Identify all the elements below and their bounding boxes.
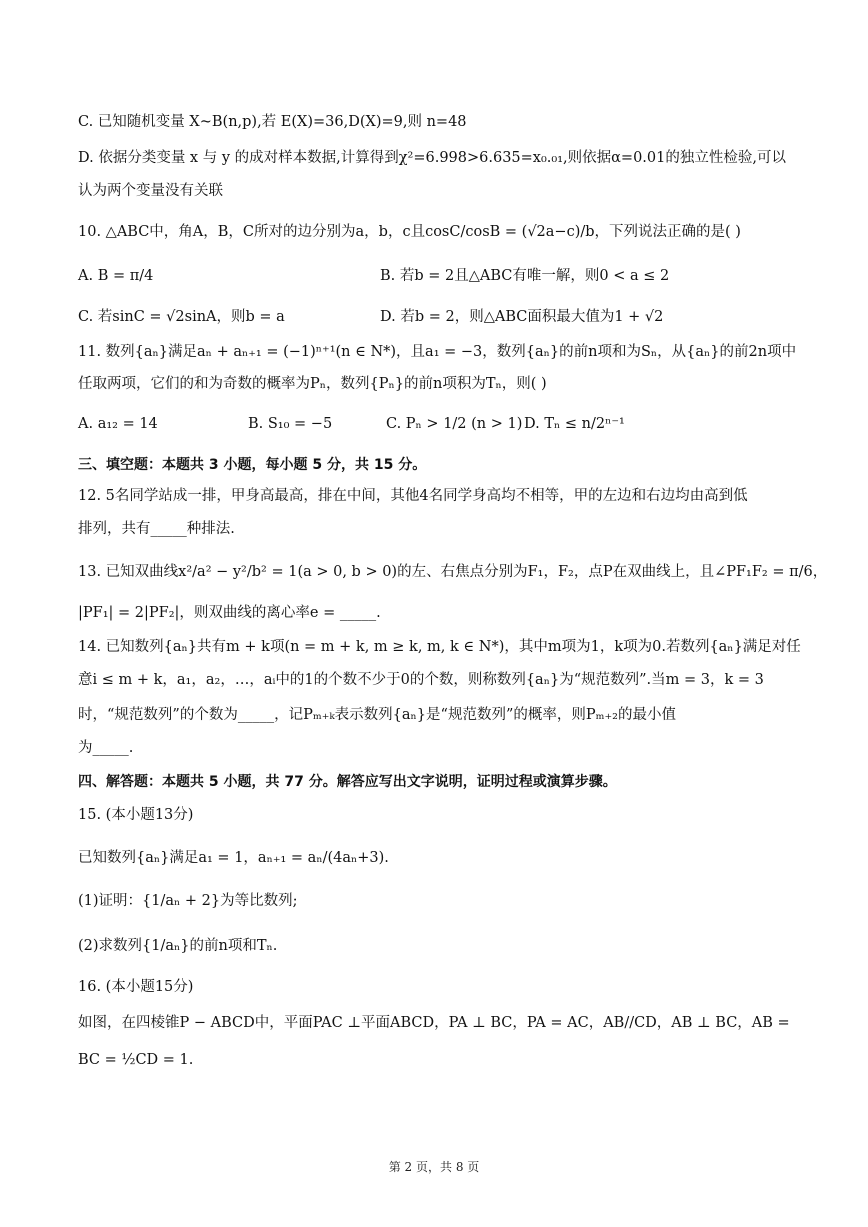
question-14: 14. 已知数列{aₙ}共有m + k项(n = m + k, m ≥ k, m, k ∈ N*)，其中m项为1，k项为0.若数列{aₙ}满足对任 xyxy=(78,639,801,655)
q10-option-a: A. B = π/4 xyxy=(78,268,154,284)
question-12: 12. 5名同学站成一排，甲身高最高，排在中间，其他4名同学身高均不相等，甲的左边和右边均由高到低 xyxy=(78,488,748,504)
page-footer: 第 2 页，共 8 页 xyxy=(388,1160,480,1174)
question-14-line-3: 时，“规范数列”的个数为_____，记Pₘ₊ₖ表示数列{aₙ}是“规范数列”的概率，则Pₘ₊₂的最小值 xyxy=(78,707,676,723)
question-14-line-4: 为_____. xyxy=(78,740,134,756)
section-4-heading: 四、解答题：本题共 5 小题，共 77 分。解答应写出文字说明，证明过程或演算步骤。 xyxy=(78,774,617,790)
option-d-line: D. 依据分类变量 x 与 y 的成对样本数据,计算得到χ²=6.998>6.635=x₀.₀₁,则依据α=0.01的独立性检验,可以 xyxy=(78,150,786,166)
question-15-part-2: (2)求数列{1/aₙ}的前n项和Tₙ. xyxy=(78,938,278,954)
q11-option-d: D. Tₙ ≤ n/2ⁿ⁻¹ xyxy=(524,416,625,432)
q10-option-d: D. 若b = 2，则△ABC面积最大值为1 + √2 xyxy=(380,309,664,325)
question-13: 13. 已知双曲线x²/a² − y²/b² = 1(a > 0, b > 0)的左、右焦点分别为F₁，F₂，点P在双曲线上，且∠PF₁F₂ = π/6， xyxy=(78,564,828,580)
q11-option-b: B. S₁₀ = −5 xyxy=(248,416,333,432)
q10-option-b: B. 若b = 2且△ABC有唯一解，则0 < a ≤ 2 xyxy=(380,268,670,284)
section-3-heading: 三、填空题：本题共 3 小题，每小题 5 分，共 15 分。 xyxy=(78,457,427,473)
q11-option-a: A. a₁₂ = 14 xyxy=(78,416,158,432)
question-10: 10. △ABC中，角A，B，C所对的边分别为a，b，c且cosC/cosB = (√2a−c)/b，下列说法正确的是( ) xyxy=(78,224,741,240)
question-15-part-1: (1)证明：{1/aₙ + 2}为等比数列; xyxy=(78,893,298,909)
q11-option-c: C. Pₙ > 1/2 (n > 1) xyxy=(386,416,523,432)
question-16-stem-continuation: BC = ½CD = 1. xyxy=(78,1052,194,1068)
question-11: 11. 数列{aₙ}满足aₙ + aₙ₊₁ = (−1)ⁿ⁺¹(n ∈ N*)，且a₁ = −3，数列{aₙ}的前n项和为Sₙ，从{aₙ}的前2n项中 xyxy=(78,344,797,360)
question-15-stem: 已知数列{aₙ}满足a₁ = 1，aₙ₊₁ = aₙ/(4aₙ+3). xyxy=(78,850,389,866)
question-12-continuation: 排列，共有_____种排法. xyxy=(78,521,235,537)
question-11-continuation: 任取两项，它们的和为奇数的概率为Pₙ，数列{Pₙ}的前n项积为Tₙ，则( ) xyxy=(78,376,547,392)
question-16-stem: 如图，在四棱锥P − ABCD中，平面PAC ⊥平面ABCD，PA ⊥ BC，PA = AC，AB//CD，AB ⊥ BC，AB = xyxy=(78,1015,790,1031)
question-13-continuation: |PF₁| = 2|PF₂|，则双曲线的离心率e = _____. xyxy=(78,605,381,621)
question-16-header: 16. (本小题15分) xyxy=(78,979,194,995)
option-d-continuation: 认为两个变量没有关联 xyxy=(78,183,223,199)
question-15-header: 15. (本小题13分) xyxy=(78,807,194,823)
q10-option-c: C. 若sinC = √2sinA，则b = a xyxy=(78,309,285,325)
option-c-line: C. 已知随机变量 X~B(n,p),若 E(X)=36,D(X)=9,则 n=48 xyxy=(78,114,467,130)
question-14-line-2: 意i ≤ m + k，a₁，a₂，…，aᵢ中的1的个数不少于0的个数，则称数列{aₙ}为“规范数列”.当m = 3，k = 3 xyxy=(78,672,764,688)
